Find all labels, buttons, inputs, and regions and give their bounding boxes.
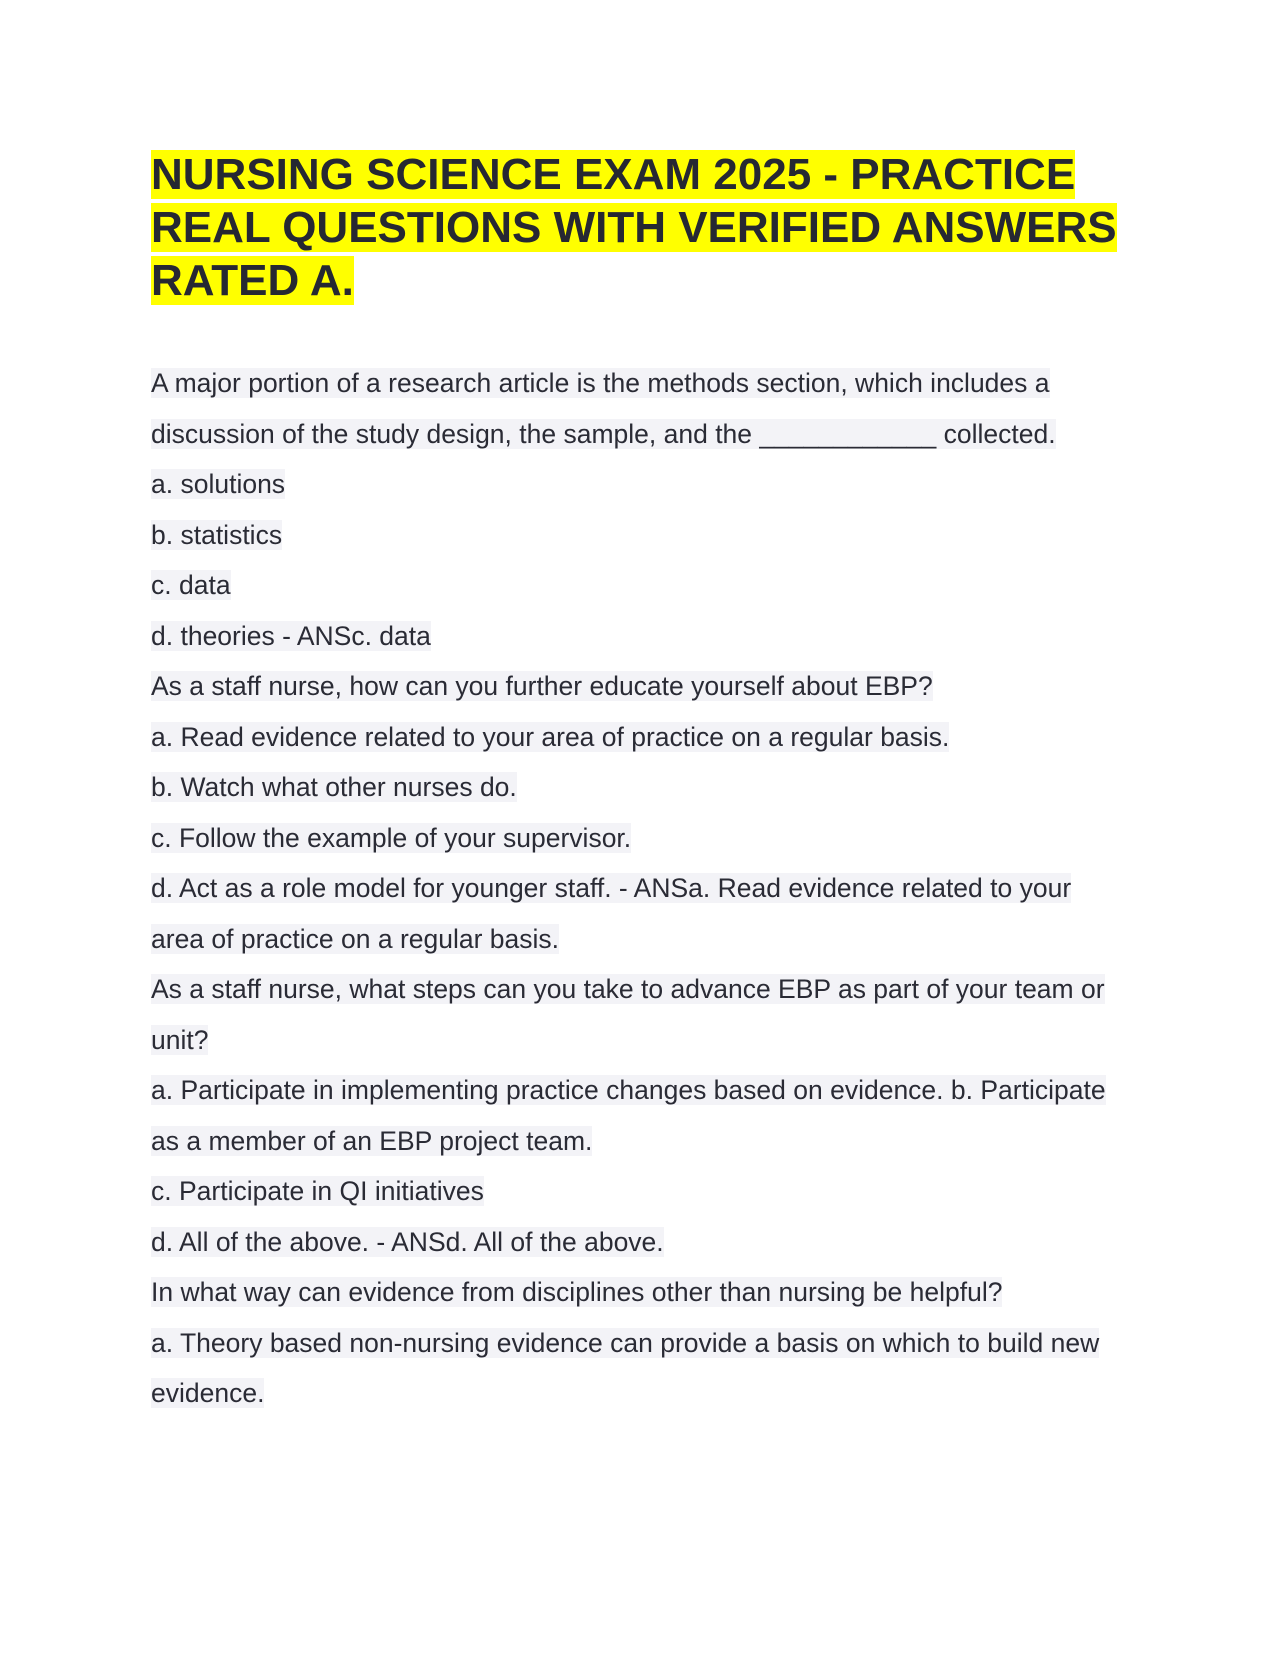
paragraph-text: c. Follow the example of your supervisor. xyxy=(151,822,632,853)
paragraph xyxy=(151,459,1131,510)
paragraph-text: d. theories - ANSc. data xyxy=(151,620,431,651)
paragraph xyxy=(151,964,1131,1065)
paragraph xyxy=(151,510,1131,561)
paragraph-text: b. statistics xyxy=(151,519,283,550)
paragraph xyxy=(151,1166,1131,1217)
paragraph xyxy=(151,611,1131,662)
paragraph-text: a. Theory based non-nursing evidence can provide a basis on which to build new evidence. xyxy=(151,1327,1100,1408)
paragraph-text: d. All of the above. - ANSd. All of the above. xyxy=(151,1226,664,1257)
paragraph-text: a. Read evidence related to your area of practice on a regular basis. xyxy=(151,721,950,752)
paragraph-text: d. Act as a role model for younger staff. - ANSa. Read evidence related to your area of practice on a regular basis. xyxy=(151,873,1072,954)
document-body xyxy=(151,358,1131,1419)
paragraph-text: As a staff nurse, what steps can you take to advance EBP as part of your team or unit? xyxy=(151,974,1105,1055)
paragraph-text: c. data xyxy=(151,570,231,600)
paragraph xyxy=(151,712,1131,763)
paragraph-text: a. solutions xyxy=(151,469,286,499)
paragraph xyxy=(151,863,1131,964)
document-title xyxy=(151,148,1131,307)
paragraph-text: c. Participate in QI initiatives xyxy=(151,1176,484,1206)
paragraph-text: b. Watch what other nurses do. xyxy=(151,772,517,802)
paragraph-text: A major portion of a research article is the methods section, which includes a discussion of the study design, the sample, and the ____________ collected. xyxy=(151,368,1056,449)
paragraph xyxy=(151,1267,1131,1318)
paragraph xyxy=(151,1318,1131,1419)
paragraph xyxy=(151,661,1131,712)
paragraph-text: In what way can evidence from disciplines other than nursing be helpful? xyxy=(151,1277,1003,1307)
paragraph xyxy=(151,358,1131,459)
paragraph xyxy=(151,1217,1131,1268)
title-highlight: NURSING SCIENCE EXAM 2025 - PRACTICE REAL QUESTIONS WITH VERIFIED ANSWERS RATED A. xyxy=(151,150,1117,305)
paragraph-text: a. Participate in implementing practice changes based on evidence. b. Participate as a member of an EBP project team. xyxy=(151,1075,1106,1156)
paragraph xyxy=(151,762,1131,813)
paragraph xyxy=(151,813,1131,864)
paragraph xyxy=(151,1065,1131,1166)
paragraph xyxy=(151,560,1131,611)
document-page xyxy=(151,148,1131,1419)
paragraph-text: As a staff nurse, how can you further educate yourself about EBP? xyxy=(151,671,933,701)
